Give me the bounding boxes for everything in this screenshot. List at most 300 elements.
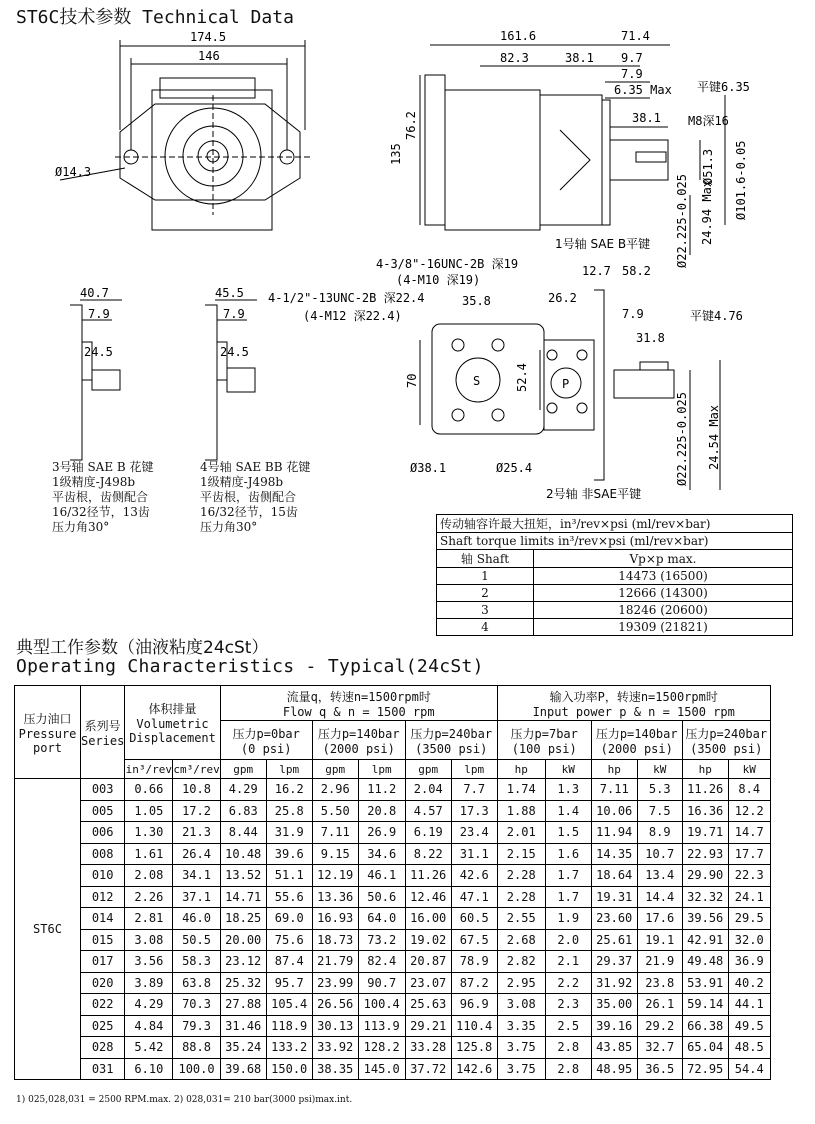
- shaft-2: [614, 370, 674, 398]
- unit-cell: in³/rev: [125, 760, 173, 779]
- value-cell: 58.3: [173, 951, 220, 973]
- table-row: [15, 972, 771, 994]
- header-p240: 压力p=240bar (3500 psi): [405, 721, 497, 760]
- header-p140: 压力p=140bar (2000 psi): [312, 721, 405, 760]
- value-cell: 110.4: [451, 1015, 497, 1037]
- value-cell: 3.35: [497, 1015, 545, 1037]
- value-cell: 96.9: [451, 994, 497, 1016]
- value-cell: 31.9: [266, 822, 312, 844]
- value-cell: 38.35: [312, 1058, 358, 1080]
- table-row: [15, 1037, 771, 1059]
- value-cell: 31.46: [220, 1015, 266, 1037]
- value-cell: 11.94: [591, 822, 637, 844]
- value-cell: 4.29: [125, 994, 173, 1016]
- value-cell: 2.96: [312, 779, 358, 801]
- value-cell: 2.01: [497, 822, 545, 844]
- svg-text:52.4: 52.4: [515, 363, 529, 392]
- svg-text:40.7: 40.7: [80, 286, 109, 300]
- value-cell: 8.22: [405, 843, 451, 865]
- value-cell: 23.4: [451, 822, 497, 844]
- value-cell: 22.93: [682, 843, 728, 865]
- value-cell: 3.08: [497, 994, 545, 1016]
- value-cell: 17.2: [173, 800, 220, 822]
- value-cell: 145.0: [358, 1058, 405, 1080]
- shaft-4-notes: 4号轴 SAE BB 花键 1级精度-J498b 平齿根，齿侧配合 16/32径节，15齿 压力角30°: [200, 460, 311, 534]
- shaft-4-flange: [205, 305, 217, 460]
- svg-text:9.7: 9.7: [621, 51, 643, 65]
- value-cell: 23.07: [405, 972, 451, 994]
- shaft-3-flange: [70, 305, 82, 460]
- value-cell: 70.3: [173, 994, 220, 1016]
- value-cell: 26.1: [637, 994, 682, 1016]
- value-cell: 4.84: [125, 1015, 173, 1037]
- value-cell: 21.3: [173, 822, 220, 844]
- value-cell: 26.4: [173, 843, 220, 865]
- value-cell: 44.1: [728, 994, 770, 1016]
- svg-text:24.54 Max: 24.54 Max: [707, 404, 721, 470]
- table-row: [15, 865, 771, 887]
- value-cell: 32.0: [728, 929, 770, 951]
- value-cell: 67.5: [451, 929, 497, 951]
- value-cell: 1.88: [497, 800, 545, 822]
- value-cell: 10.48: [220, 843, 266, 865]
- svg-text:M8深16: M8深16: [688, 114, 729, 128]
- torque-row: 4 19309 (21821): [437, 619, 793, 636]
- value-cell: 78.9: [451, 951, 497, 973]
- value-cell: 49.5: [728, 1015, 770, 1037]
- value-cell: 19.71: [682, 822, 728, 844]
- value-cell: 12.2: [728, 800, 770, 822]
- value-cell: 39.56: [682, 908, 728, 930]
- table-row: [15, 1015, 771, 1037]
- value-cell: 13.52: [220, 865, 266, 887]
- value-cell: 17.3: [451, 800, 497, 822]
- unit-cell: gpm: [220, 760, 266, 779]
- value-cell: 43.85: [591, 1037, 637, 1059]
- svg-text:Ø51.3: Ø51.3: [701, 148, 715, 185]
- value-cell: 13.36: [312, 886, 358, 908]
- page-title: ST6C技术参数 Technical Data: [16, 7, 294, 28]
- svg-text:2号轴 非SAE平键: 2号轴 非SAE平键: [546, 487, 642, 501]
- value-cell: 82.4: [358, 951, 405, 973]
- torque-row: 2 12666 (14300): [437, 585, 793, 602]
- svg-text:6.35 Max: 6.35 Max: [614, 83, 672, 97]
- value-cell: 25.8: [266, 800, 312, 822]
- value-cell: 35.24: [220, 1037, 266, 1059]
- series-cell: 008: [81, 843, 125, 865]
- series-cell: 031: [81, 1058, 125, 1080]
- svg-text:7.9: 7.9: [88, 307, 110, 321]
- svg-text:Ø25.4: Ø25.4: [496, 461, 533, 475]
- value-cell: 87.2: [451, 972, 497, 994]
- svg-text:35.8: 35.8: [462, 294, 491, 308]
- value-cell: 48.95: [591, 1058, 637, 1080]
- svg-text:31.8: 31.8: [636, 331, 665, 345]
- svg-text:174.5: 174.5: [190, 30, 227, 44]
- svg-text:70: 70: [405, 373, 419, 388]
- value-cell: 2.95: [497, 972, 545, 994]
- header-flow: 流量q，转速n=1500rpm时 Flow q & n = 1500 rpm: [220, 686, 497, 721]
- value-cell: 32.32: [682, 886, 728, 908]
- series-cell: 014: [81, 908, 125, 930]
- svg-text:平键4.76: 平键4.76: [690, 309, 743, 323]
- value-cell: 14.4: [637, 886, 682, 908]
- series-cell: 020: [81, 972, 125, 994]
- svg-text:7.9: 7.9: [621, 67, 643, 81]
- value-cell: 150.0: [266, 1058, 312, 1080]
- value-cell: 16.2: [266, 779, 312, 801]
- value-cell: 9.15: [312, 843, 358, 865]
- value-cell: 59.14: [682, 994, 728, 1016]
- side-body: [425, 75, 445, 225]
- value-cell: 21.9: [637, 951, 682, 973]
- unit-cell: hp: [682, 760, 728, 779]
- torque-col-shaft: 轴 Shaft: [437, 550, 534, 568]
- header-displacement: 体积排量 Volumetric Displacement: [125, 686, 220, 760]
- svg-text:146: 146: [198, 49, 220, 63]
- value-cell: 11.26: [405, 865, 451, 887]
- value-cell: 18.64: [591, 865, 637, 887]
- value-cell: 142.6: [451, 1058, 497, 1080]
- value-cell: 40.2: [728, 972, 770, 994]
- table-row: [15, 843, 771, 865]
- svg-text:7.9: 7.9: [622, 307, 644, 321]
- svg-text:Ø101.6-0.05: Ø101.6-0.05: [734, 140, 748, 220]
- value-cell: 2.2: [545, 972, 591, 994]
- value-cell: 19.02: [405, 929, 451, 951]
- value-cell: 50.5: [173, 929, 220, 951]
- torque-row: 3 18246 (20600): [437, 602, 793, 619]
- value-cell: 32.7: [637, 1037, 682, 1059]
- table-row: [15, 800, 771, 822]
- value-cell: 29.90: [682, 865, 728, 887]
- svg-text:(4-M12 深22.4): (4-M12 深22.4): [303, 309, 402, 323]
- value-cell: 29.21: [405, 1015, 451, 1037]
- value-cell: 69.0: [266, 908, 312, 930]
- series-cell: 006: [81, 822, 125, 844]
- value-cell: 37.1: [173, 886, 220, 908]
- svg-text:S: S: [473, 374, 481, 388]
- value-cell: 51.1: [266, 865, 312, 887]
- unit-cell: hp: [591, 760, 637, 779]
- port-cell: ST6C: [15, 779, 81, 1080]
- value-cell: 25.63: [405, 994, 451, 1016]
- value-cell: 2.8: [545, 1037, 591, 1059]
- value-cell: 2.5: [545, 1015, 591, 1037]
- value-cell: 65.04: [682, 1037, 728, 1059]
- value-cell: 36.5: [637, 1058, 682, 1080]
- value-cell: 20.8: [358, 800, 405, 822]
- value-cell: 66.38: [682, 1015, 728, 1037]
- value-cell: 34.1: [173, 865, 220, 887]
- value-cell: 8.4: [728, 779, 770, 801]
- value-cell: 64.0: [358, 908, 405, 930]
- value-cell: 2.3: [545, 994, 591, 1016]
- value-cell: 24.1: [728, 886, 770, 908]
- value-cell: 1.61: [125, 843, 173, 865]
- value-cell: 11.2: [358, 779, 405, 801]
- header-p7: 压力p=7bar (100 psi): [497, 721, 591, 760]
- value-cell: 33.28: [405, 1037, 451, 1059]
- value-cell: 5.42: [125, 1037, 173, 1059]
- value-cell: 39.16: [591, 1015, 637, 1037]
- value-cell: 23.60: [591, 908, 637, 930]
- unit-cell: lpm: [451, 760, 497, 779]
- value-cell: 39.68: [220, 1058, 266, 1080]
- svg-text:4-1/2"-13UNC-2B 深22.4: 4-1/2"-13UNC-2B 深22.4: [268, 291, 425, 305]
- svg-text:38.1: 38.1: [632, 111, 661, 125]
- operating-table: [14, 685, 771, 1080]
- value-cell: 50.6: [358, 886, 405, 908]
- value-cell: 54.4: [728, 1058, 770, 1080]
- svg-text:135: 135: [389, 143, 403, 165]
- value-cell: 34.6: [358, 843, 405, 865]
- svg-text:24.5: 24.5: [84, 345, 113, 359]
- unit-cell: gpm: [312, 760, 358, 779]
- value-cell: 113.9: [358, 1015, 405, 1037]
- value-cell: 2.04: [405, 779, 451, 801]
- value-cell: 42.91: [682, 929, 728, 951]
- value-cell: 1.5: [545, 822, 591, 844]
- value-cell: 1.7: [545, 886, 591, 908]
- value-cell: 73.2: [358, 929, 405, 951]
- value-cell: 3.56: [125, 951, 173, 973]
- series-cell: 028: [81, 1037, 125, 1059]
- value-cell: 47.1: [451, 886, 497, 908]
- value-cell: 118.9: [266, 1015, 312, 1037]
- svg-text:161.6: 161.6: [500, 29, 537, 43]
- value-cell: 17.6: [637, 908, 682, 930]
- value-cell: 60.5: [451, 908, 497, 930]
- value-cell: 10.06: [591, 800, 637, 822]
- value-cell: 87.4: [266, 951, 312, 973]
- value-cell: 1.7: [545, 865, 591, 887]
- table-row: [15, 779, 771, 801]
- value-cell: 16.36: [682, 800, 728, 822]
- svg-text:1号轴 SAE B平键: 1号轴 SAE B平键: [555, 237, 651, 251]
- value-cell: 88.8: [173, 1037, 220, 1059]
- value-cell: 1.3: [545, 779, 591, 801]
- value-cell: 18.25: [220, 908, 266, 930]
- header-p0: 压力p=0bar (0 psi): [220, 721, 312, 760]
- value-cell: 2.8: [545, 1058, 591, 1080]
- value-cell: 2.28: [497, 865, 545, 887]
- unit-cell: lpm: [266, 760, 312, 779]
- footnote: 1) 025,028,031 = 2500 RPM.max. 2) 028,031= 210 bar(3000 psi)max.int.: [16, 1095, 353, 1105]
- header-series: 系列号 Series: [81, 686, 125, 779]
- value-cell: 8.9: [637, 822, 682, 844]
- value-cell: 12.19: [312, 865, 358, 887]
- svg-text:38.1: 38.1: [565, 51, 594, 65]
- series-cell: 022: [81, 994, 125, 1016]
- svg-text:Ø22.225-0.025: Ø22.225-0.025: [675, 392, 689, 486]
- series-cell: 003: [81, 779, 125, 801]
- top-port: [160, 78, 255, 98]
- value-cell: 5.3: [637, 779, 682, 801]
- value-cell: 105.4: [266, 994, 312, 1016]
- value-cell: 2.28: [497, 886, 545, 908]
- svg-text:Ø14.3: Ø14.3: [55, 165, 92, 179]
- header-p140-power: 压力p=140bar (2000 psi): [591, 721, 682, 760]
- value-cell: 7.11: [312, 822, 358, 844]
- value-cell: 8.44: [220, 822, 266, 844]
- value-cell: 23.8: [637, 972, 682, 994]
- svg-text:Ø22.225-0.025: Ø22.225-0.025: [675, 174, 689, 268]
- svg-text:12.7: 12.7: [582, 264, 611, 278]
- section-heading-cn: 典型工作参数（油液粘度24cSt）: [16, 638, 269, 658]
- value-cell: 1.6: [545, 843, 591, 865]
- value-cell: 95.7: [266, 972, 312, 994]
- value-cell: 14.7: [728, 822, 770, 844]
- value-cell: 42.6: [451, 865, 497, 887]
- table-row: [15, 1058, 771, 1080]
- value-cell: 1.4: [545, 800, 591, 822]
- value-cell: 19.1: [637, 929, 682, 951]
- unit-cell: lpm: [358, 760, 405, 779]
- value-cell: 133.2: [266, 1037, 312, 1059]
- series-cell: 015: [81, 929, 125, 951]
- svg-text:76.2: 76.2: [404, 111, 418, 140]
- value-cell: 100.0: [173, 1058, 220, 1080]
- value-cell: 46.1: [358, 865, 405, 887]
- series-cell: 025: [81, 1015, 125, 1037]
- value-cell: 31.92: [591, 972, 637, 994]
- header-p240-power: 压力p=240bar (3500 psi): [682, 721, 770, 760]
- shaft-1: [610, 140, 668, 180]
- value-cell: 30.13: [312, 1015, 358, 1037]
- value-cell: 2.0: [545, 929, 591, 951]
- value-cell: 2.1: [545, 951, 591, 973]
- svg-text:(4-M10 深19): (4-M10 深19): [396, 273, 481, 287]
- value-cell: 75.6: [266, 929, 312, 951]
- svg-text:58.2: 58.2: [622, 264, 651, 278]
- value-cell: 2.15: [497, 843, 545, 865]
- value-cell: 18.73: [312, 929, 358, 951]
- svg-text:26.2: 26.2: [548, 291, 577, 305]
- value-cell: 46.0: [173, 908, 220, 930]
- series-cell: 017: [81, 951, 125, 973]
- value-cell: 6.19: [405, 822, 451, 844]
- table-row: [15, 994, 771, 1016]
- value-cell: 4.29: [220, 779, 266, 801]
- value-cell: 3.08: [125, 929, 173, 951]
- section-heading-en: Operating Characteristics - Typical(24cSt): [16, 656, 484, 677]
- value-cell: 27.88: [220, 994, 266, 1016]
- value-cell: 37.72: [405, 1058, 451, 1080]
- value-cell: 1.74: [497, 779, 545, 801]
- svg-text:Ø38.1: Ø38.1: [410, 461, 447, 475]
- series-cell: 005: [81, 800, 125, 822]
- value-cell: 1.05: [125, 800, 173, 822]
- value-cell: 21.79: [312, 951, 358, 973]
- value-cell: 7.7: [451, 779, 497, 801]
- value-cell: 35.00: [591, 994, 637, 1016]
- torque-header-cn: 传动轴容许最大扭矩，in³/rev×psi (ml/rev×bar): [437, 515, 793, 533]
- value-cell: 128.2: [358, 1037, 405, 1059]
- value-cell: 6.83: [220, 800, 266, 822]
- value-cell: 16.93: [312, 908, 358, 930]
- svg-text:平键6.35: 平键6.35: [697, 80, 750, 94]
- header-power: 输入功率P，转速n=1500rpm时 Input power p & n = 1500 rpm: [497, 686, 770, 721]
- value-cell: 48.5: [728, 1037, 770, 1059]
- value-cell: 16.00: [405, 908, 451, 930]
- value-cell: 53.91: [682, 972, 728, 994]
- value-cell: 0.66: [125, 779, 173, 801]
- table-row: [15, 886, 771, 908]
- value-cell: 5.50: [312, 800, 358, 822]
- svg-text:45.5: 45.5: [215, 286, 244, 300]
- table-row: [15, 908, 771, 930]
- value-cell: 3.75: [497, 1058, 545, 1080]
- value-cell: 23.99: [312, 972, 358, 994]
- value-cell: 12.46: [405, 886, 451, 908]
- value-cell: 2.81: [125, 908, 173, 930]
- value-cell: 7.5: [637, 800, 682, 822]
- value-cell: 10.7: [637, 843, 682, 865]
- value-cell: 2.26: [125, 886, 173, 908]
- value-cell: 7.11: [591, 779, 637, 801]
- value-cell: 25.61: [591, 929, 637, 951]
- value-cell: 26.56: [312, 994, 358, 1016]
- value-cell: 125.8: [451, 1037, 497, 1059]
- value-cell: 25.32: [220, 972, 266, 994]
- svg-text:82.3: 82.3: [500, 51, 529, 65]
- svg-text:P: P: [562, 377, 570, 391]
- value-cell: 29.37: [591, 951, 637, 973]
- value-cell: 55.6: [266, 886, 312, 908]
- value-cell: 23.12: [220, 951, 266, 973]
- svg-text:4-3/8"-16UNC-2B 深19: 4-3/8"-16UNC-2B 深19: [376, 257, 519, 271]
- value-cell: 19.31: [591, 886, 637, 908]
- torque-row: 1 14473 (16500): [437, 568, 793, 585]
- value-cell: 13.4: [637, 865, 682, 887]
- value-cell: 100.4: [358, 994, 405, 1016]
- value-cell: 36.9: [728, 951, 770, 973]
- value-cell: 14.35: [591, 843, 637, 865]
- units-row: [15, 760, 771, 779]
- value-cell: 29.2: [637, 1015, 682, 1037]
- value-cell: 11.26: [682, 779, 728, 801]
- value-cell: 72.95: [682, 1058, 728, 1080]
- torque-header-en: Shaft torque limits in³/rev×psi (ml/rev×bar): [437, 533, 793, 550]
- torque-col-val: Vp×p max.: [534, 550, 793, 568]
- value-cell: 2.08: [125, 865, 173, 887]
- value-cell: 10.8: [173, 779, 220, 801]
- value-cell: 63.8: [173, 972, 220, 994]
- value-cell: 90.7: [358, 972, 405, 994]
- series-cell: 012: [81, 886, 125, 908]
- value-cell: 31.1: [451, 843, 497, 865]
- value-cell: 33.92: [312, 1037, 358, 1059]
- svg-text:24.5: 24.5: [220, 345, 249, 359]
- value-cell: 26.9: [358, 822, 405, 844]
- body-rect: [152, 90, 272, 230]
- value-cell: 17.7: [728, 843, 770, 865]
- value-cell: 14.71: [220, 886, 266, 908]
- table-row: [15, 822, 771, 844]
- unit-cell: gpm: [405, 760, 451, 779]
- value-cell: 79.3: [173, 1015, 220, 1037]
- unit-cell: hp: [497, 760, 545, 779]
- shaft-3-notes: 3号轴 SAE B 花键 1级精度-J498b 平齿根，齿侧配合 16/32径节，13齿 压力角30°: [52, 460, 154, 534]
- value-cell: 49.48: [682, 951, 728, 973]
- value-cell: 22.3: [728, 865, 770, 887]
- svg-text:7.9: 7.9: [223, 307, 245, 321]
- header-port: 压力油口 Pressure port: [15, 686, 81, 779]
- value-cell: 4.57: [405, 800, 451, 822]
- value-cell: 29.5: [728, 908, 770, 930]
- series-cell: 010: [81, 865, 125, 887]
